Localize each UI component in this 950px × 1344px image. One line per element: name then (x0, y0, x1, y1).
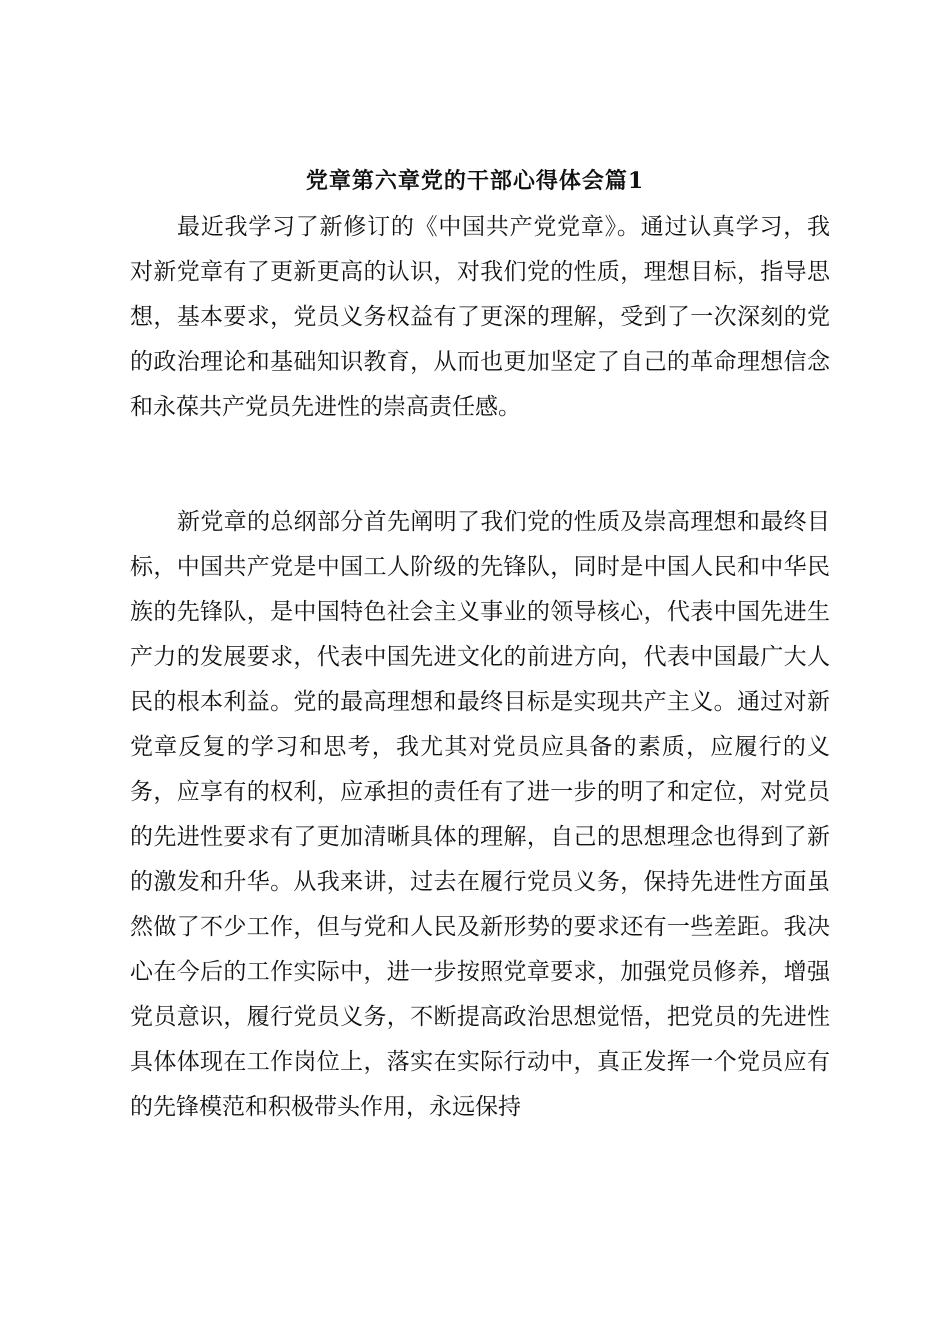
document-title: 党章第六章党的干部心得体会篇1 (305, 168, 645, 194)
paragraph-1: 最近我学习了新修订的《中国共产党党章》。通过认真学习，我对新党章有了更新更高的认识，对我们党的性质，理想目标，指导思想，基本要求，党员义务权益有了更深的理解，受到了一次深刻的党的政治理论和基础知识教育，从而也更加坚定了自己的革命理想信念和永葆共产党员先进性的崇高责任感。 (130, 214, 830, 420)
paragraph-2: 新党章的总纲部分首先阐明了我们党的性质及崇高理想和最终目标，中国共产党是中国工人阶级的先锋队，同时是中国人民和中华民族的先锋队，是中国特色社会主义事业的领导核心，代表中国先进生产力的发展要求，代表中国先进文化的前进方向，代表中国最广大人民的根本利益。党的最高理想和最终目标是实现共产主义。通过对新党章反复的学习和思考，我尤其对党员应具备的素质，应履行的义务，应享有的权利，应承担的责任有了进一步的明了和定位，对党员的先进性要求有了更加清晰具体的理解，自己的思想理念也得到了新的激发和升华。从我来讲，过去在履行党员义务，保持先进性方面虽然做了不少工作，但与党和人民及新形势的要求还有一些差距。我决心在今后的工作实际中，进一步按照党章要求，加强党员修养，增强党员意识，履行党员义务，不断提高政治思想觉悟，把党员的先进性具体体现在工作岗位上，落实在实际行动中，真正发挥一个党员应有的先锋模范和积极带头作用，永远保持 (130, 509, 830, 1120)
